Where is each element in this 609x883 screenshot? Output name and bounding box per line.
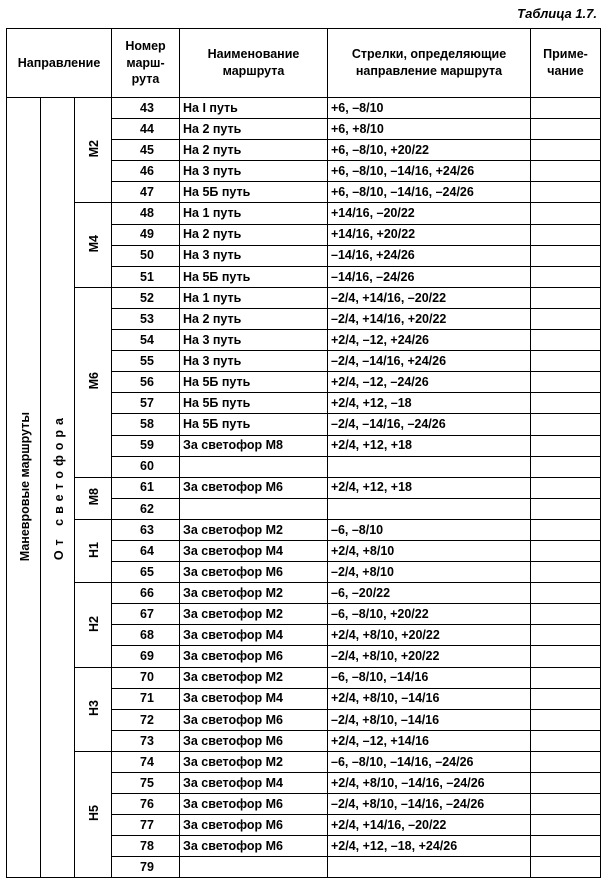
arrows-cell: –2/4, +14/16, –20/22 bbox=[328, 287, 531, 308]
route-name-cell: За светофор М6 bbox=[180, 477, 328, 498]
route-number-cell: 75 bbox=[112, 773, 180, 794]
arrows-cell: –2/4, –14/16, +24/26 bbox=[328, 351, 531, 372]
arrows-cell: +2/4, –12, –24/26 bbox=[328, 372, 531, 393]
arrows-cell: –2/4, +14/16, +20/22 bbox=[328, 308, 531, 329]
route-name-cell: На 3 путь bbox=[180, 161, 328, 182]
arrows-cell: +6, –8/10, –14/16, +24/26 bbox=[328, 161, 531, 182]
route-name-cell: За светофор М4 bbox=[180, 540, 328, 561]
table-row bbox=[7, 203, 601, 224]
arrows-cell: +6, –8/10, –14/16, –24/26 bbox=[328, 182, 531, 203]
note-cell bbox=[531, 519, 601, 540]
note-cell bbox=[531, 773, 601, 794]
route-name-cell: На 2 путь bbox=[180, 308, 328, 329]
route-number-cell: 52 bbox=[112, 287, 180, 308]
table-row bbox=[7, 583, 601, 604]
header-row bbox=[7, 29, 601, 98]
arrows-cell: –6, –8/10, –14/16 bbox=[328, 667, 531, 688]
note-cell bbox=[531, 372, 601, 393]
route-number-cell: 61 bbox=[112, 477, 180, 498]
route-number-cell: 79 bbox=[112, 857, 180, 878]
route-number-cell: 66 bbox=[112, 583, 180, 604]
signal-group-cell bbox=[75, 667, 112, 751]
arrows-cell: +2/4, +12, –18 bbox=[328, 393, 531, 414]
note-cell bbox=[531, 98, 601, 119]
table-row bbox=[7, 98, 601, 119]
arrows-cell: –6, –8/10 bbox=[328, 519, 531, 540]
route-number-cell: 47 bbox=[112, 182, 180, 203]
note-cell bbox=[531, 562, 601, 583]
route-name-cell: За светофор М4 bbox=[180, 625, 328, 646]
route-name-cell: На 2 путь bbox=[180, 140, 328, 161]
route-name-cell: На I путь bbox=[180, 98, 328, 119]
table-row bbox=[7, 477, 601, 498]
direction-from-cell bbox=[41, 98, 75, 878]
route-name-cell: За светофор М6 bbox=[180, 562, 328, 583]
route-number-cell: 78 bbox=[112, 836, 180, 857]
arrows-cell: –6, –20/22 bbox=[328, 583, 531, 604]
route-number-cell: 65 bbox=[112, 562, 180, 583]
direction-type-cell bbox=[7, 98, 41, 878]
route-number-cell: 68 bbox=[112, 625, 180, 646]
route-number-cell: 73 bbox=[112, 730, 180, 751]
arrows-cell: –2/4, +8/10, +20/22 bbox=[328, 646, 531, 667]
arrows-cell: –2/4, +8/10, –14/16 bbox=[328, 709, 531, 730]
note-cell bbox=[531, 667, 601, 688]
arrows-cell: +6, –8/10 bbox=[328, 98, 531, 119]
route-number-cell: 54 bbox=[112, 330, 180, 351]
route-number-cell: 77 bbox=[112, 815, 180, 836]
header-arrows: Стрелки, определяющие направление маршрута bbox=[328, 29, 531, 98]
note-cell bbox=[531, 730, 601, 751]
route-name-cell: За светофор М2 bbox=[180, 667, 328, 688]
table-row bbox=[7, 667, 601, 688]
note-cell bbox=[531, 709, 601, 730]
route-name-cell: За светофор М2 bbox=[180, 604, 328, 625]
note-cell bbox=[531, 245, 601, 266]
note-cell bbox=[531, 815, 601, 836]
route-number-cell: 64 bbox=[112, 540, 180, 561]
note-cell bbox=[531, 266, 601, 287]
route-name-cell: На 2 путь bbox=[180, 119, 328, 140]
arrows-cell: +2/4, +12, +18 bbox=[328, 477, 531, 498]
signal-label: Н3 bbox=[87, 699, 102, 716]
arrows-cell bbox=[328, 498, 531, 519]
arrows-cell: +2/4, +8/10, +20/22 bbox=[328, 625, 531, 646]
note-cell bbox=[531, 646, 601, 667]
note-cell bbox=[531, 794, 601, 815]
arrows-cell: +2/4, –12, +14/16 bbox=[328, 730, 531, 751]
note-cell bbox=[531, 498, 601, 519]
route-number-cell: 67 bbox=[112, 604, 180, 625]
route-name-cell: На 1 путь bbox=[180, 203, 328, 224]
route-number-cell: 44 bbox=[112, 119, 180, 140]
note-cell bbox=[531, 477, 601, 498]
arrows-cell: –6, –8/10, +20/22 bbox=[328, 604, 531, 625]
route-name-cell: На 3 путь bbox=[180, 351, 328, 372]
route-number-cell: 63 bbox=[112, 519, 180, 540]
direction-type-label: Маневровые маршруты bbox=[17, 411, 32, 562]
signal-group-cell bbox=[75, 519, 112, 582]
route-number-cell: 76 bbox=[112, 794, 180, 815]
arrows-cell: +2/4, +8/10, –14/16 bbox=[328, 688, 531, 709]
route-name-cell: На 5Б путь bbox=[180, 182, 328, 203]
arrows-cell: +6, –8/10, +20/22 bbox=[328, 140, 531, 161]
route-number-cell: 70 bbox=[112, 667, 180, 688]
signal-label: М6 bbox=[87, 372, 102, 390]
signal-group-cell bbox=[75, 477, 112, 519]
route-name-cell bbox=[180, 456, 328, 477]
arrows-cell: +14/16, +20/22 bbox=[328, 224, 531, 245]
arrows-cell: +2/4, +12, +18 bbox=[328, 435, 531, 456]
route-name-cell bbox=[180, 857, 328, 878]
arrows-cell: –6, –8/10, –14/16, –24/26 bbox=[328, 751, 531, 772]
header-route-name: Наименование маршрута bbox=[180, 29, 328, 98]
note-cell bbox=[531, 308, 601, 329]
note-cell bbox=[531, 119, 601, 140]
routes-table bbox=[6, 28, 601, 878]
route-name-cell: На 5Б путь bbox=[180, 393, 328, 414]
arrows-cell: –2/4, +8/10 bbox=[328, 562, 531, 583]
signal-group-cell bbox=[75, 98, 112, 203]
route-name-cell: За светофор М4 bbox=[180, 773, 328, 794]
route-number-cell: 43 bbox=[112, 98, 180, 119]
note-cell bbox=[531, 456, 601, 477]
route-number-cell: 51 bbox=[112, 266, 180, 287]
note-cell bbox=[531, 203, 601, 224]
arrows-cell bbox=[328, 857, 531, 878]
signal-label: М8 bbox=[87, 488, 102, 506]
route-number-cell: 50 bbox=[112, 245, 180, 266]
header-direction: Направление bbox=[7, 29, 112, 98]
route-number-cell: 53 bbox=[112, 308, 180, 329]
route-name-cell: За светофор М6 bbox=[180, 836, 328, 857]
note-cell bbox=[531, 182, 601, 203]
signal-label: Н1 bbox=[87, 541, 102, 558]
table-caption: Таблица 1.7. bbox=[517, 6, 597, 21]
note-cell bbox=[531, 540, 601, 561]
route-name-cell: За светофор М2 bbox=[180, 751, 328, 772]
route-number-cell: 55 bbox=[112, 351, 180, 372]
table-body bbox=[7, 98, 601, 878]
signal-group-cell bbox=[75, 583, 112, 667]
route-name-cell: На 5Б путь bbox=[180, 414, 328, 435]
note-cell bbox=[531, 751, 601, 772]
note-cell bbox=[531, 688, 601, 709]
route-name-cell: За светофор М2 bbox=[180, 519, 328, 540]
header-note: Приме- чание bbox=[531, 29, 601, 98]
signal-label: Н2 bbox=[87, 615, 102, 632]
note-cell bbox=[531, 836, 601, 857]
route-name-cell: За светофор М6 bbox=[180, 794, 328, 815]
arrows-cell: +2/4, +12, –18, +24/26 bbox=[328, 836, 531, 857]
arrows-cell: –2/4, +8/10, –14/16, –24/26 bbox=[328, 794, 531, 815]
route-number-cell: 45 bbox=[112, 140, 180, 161]
note-cell bbox=[531, 583, 601, 604]
route-number-cell: 57 bbox=[112, 393, 180, 414]
arrows-cell: –14/16, –24/26 bbox=[328, 266, 531, 287]
note-cell bbox=[531, 287, 601, 308]
signal-label: Н5 bbox=[87, 805, 102, 822]
arrows-cell: +6, +8/10 bbox=[328, 119, 531, 140]
note-cell bbox=[531, 435, 601, 456]
route-name-cell: За светофор М8 bbox=[180, 435, 328, 456]
route-number-cell: 69 bbox=[112, 646, 180, 667]
route-number-cell: 56 bbox=[112, 372, 180, 393]
route-name-cell: На 5Б путь bbox=[180, 266, 328, 287]
route-name-cell: За светофор М2 bbox=[180, 583, 328, 604]
arrows-cell: +2/4, +8/10 bbox=[328, 540, 531, 561]
signal-group-cell bbox=[75, 287, 112, 477]
note-cell bbox=[531, 857, 601, 878]
note-cell bbox=[531, 330, 601, 351]
table-row bbox=[7, 751, 601, 772]
note-cell bbox=[531, 414, 601, 435]
arrows-cell: –2/4, –14/16, –24/26 bbox=[328, 414, 531, 435]
route-number-cell: 62 bbox=[112, 498, 180, 519]
route-name-cell: На 1 путь bbox=[180, 287, 328, 308]
route-number-cell: 74 bbox=[112, 751, 180, 772]
signal-label: М2 bbox=[87, 140, 102, 158]
route-name-cell: За светофор М6 bbox=[180, 709, 328, 730]
route-number-cell: 59 bbox=[112, 435, 180, 456]
arrows-cell bbox=[328, 456, 531, 477]
signal-group-cell bbox=[75, 751, 112, 878]
table-row bbox=[7, 287, 601, 308]
arrows-cell: –14/16, +24/26 bbox=[328, 245, 531, 266]
route-number-cell: 71 bbox=[112, 688, 180, 709]
route-name-cell: На 3 путь bbox=[180, 330, 328, 351]
direction-from-label: От светофора bbox=[51, 412, 66, 561]
table-row bbox=[7, 519, 601, 540]
arrows-cell: +2/4, –12, +24/26 bbox=[328, 330, 531, 351]
note-cell bbox=[531, 224, 601, 245]
note-cell bbox=[531, 140, 601, 161]
note-cell bbox=[531, 393, 601, 414]
arrows-cell: +14/16, –20/22 bbox=[328, 203, 531, 224]
note-cell bbox=[531, 161, 601, 182]
header-route-number: Номер марш- рута bbox=[112, 29, 180, 98]
note-cell bbox=[531, 625, 601, 646]
arrows-cell: +2/4, +14/16, –20/22 bbox=[328, 815, 531, 836]
route-name-cell: На 3 путь bbox=[180, 245, 328, 266]
route-number-cell: 72 bbox=[112, 709, 180, 730]
route-number-cell: 58 bbox=[112, 414, 180, 435]
route-number-cell: 60 bbox=[112, 456, 180, 477]
note-cell bbox=[531, 351, 601, 372]
note-cell bbox=[531, 604, 601, 625]
route-name-cell: За светофор М6 bbox=[180, 646, 328, 667]
signal-group-cell bbox=[75, 203, 112, 287]
route-name-cell: За светофор М6 bbox=[180, 730, 328, 751]
arrows-cell: +2/4, +8/10, –14/16, –24/26 bbox=[328, 773, 531, 794]
route-name-cell: На 2 путь bbox=[180, 224, 328, 245]
route-name-cell: За светофор М4 bbox=[180, 688, 328, 709]
route-number-cell: 46 bbox=[112, 161, 180, 182]
signal-label: М4 bbox=[87, 235, 102, 253]
route-name-cell: На 5Б путь bbox=[180, 372, 328, 393]
route-number-cell: 49 bbox=[112, 224, 180, 245]
route-name-cell bbox=[180, 498, 328, 519]
route-name-cell: За светофор М6 bbox=[180, 815, 328, 836]
route-number-cell: 48 bbox=[112, 203, 180, 224]
